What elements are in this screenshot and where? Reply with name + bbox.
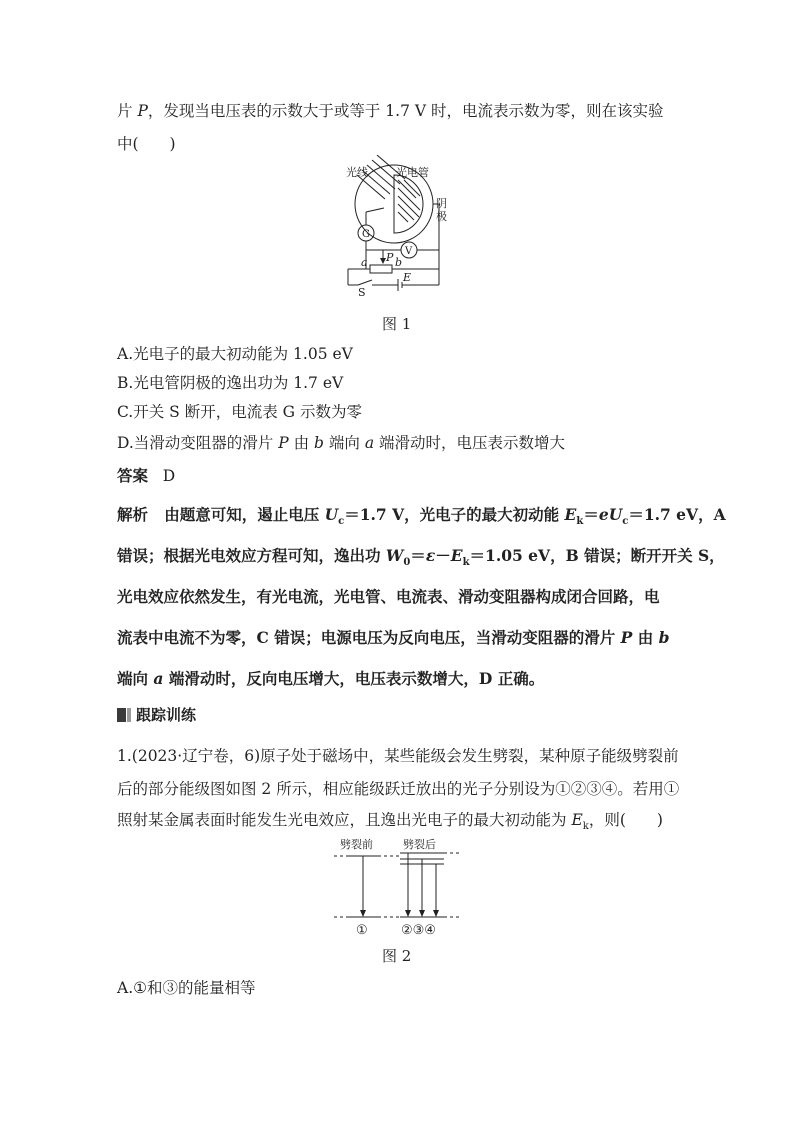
question2-line3: 照射某金属表面时能发生光电效应，且逸出光电子的最大初动能为 $E_k$，则( ) xyxy=(117,811,663,833)
question2-option-a: A.①和③的能量相等 xyxy=(117,979,256,997)
label-before: 劈裂前 xyxy=(340,838,373,851)
option-d: D.当滑动变阻器的滑片 P 由 b 端向 a 端滑动时，电压表示数增大 xyxy=(117,434,566,452)
analysis-line3: 光电效应依然发生，有光电流，光电管、电流表、滑动变阻器构成闭合回路，电 xyxy=(117,587,660,606)
figure2-caption: 图 2 xyxy=(382,947,412,965)
option-c: C.开关 S 断开，电流表 G 示数为零 xyxy=(117,403,362,421)
label-a: a xyxy=(361,256,368,269)
option-b: B.光电管阴极的逸出功为 1.7 eV xyxy=(117,374,344,392)
analysis-line1: 解析 由题意可知，遏止电压 $U_c=1.7$ V，光电子的最大初动能 $E_k=eU_c=1.7$ eV，A xyxy=(117,505,726,528)
question2-line1: 1.(2023·辽宁卷，6)原子处于磁场中，某些能级会发生劈裂，某种原子能级劈裂前 xyxy=(117,747,679,765)
option-a: A.光电子的最大初动能为 1.05 eV xyxy=(117,345,353,363)
label-234: ②③④ xyxy=(401,923,436,938)
label-e: E xyxy=(403,271,412,284)
label-light: 光线 xyxy=(346,166,368,179)
label-1: ① xyxy=(356,923,368,938)
question-stem-line1: 片 P，发现当电压表的示数大于或等于 1.7 V 时，电流表示数为零，则在该实验 xyxy=(117,102,664,120)
label-cathode-1: 阴 xyxy=(436,197,447,210)
label-p: P xyxy=(386,251,394,264)
label-v: V xyxy=(405,246,413,257)
label-cathode-2: 极 xyxy=(436,210,447,223)
label-b: b xyxy=(395,256,403,269)
label-s: S xyxy=(358,286,366,299)
analysis-line2: 错误；根据光电效应方程可知，逸出功 $W_0=\varepsilon-E_k=1.05$ eV，B 错误；断开开关 S， xyxy=(117,546,725,569)
answer-value: D xyxy=(162,467,176,485)
analysis-line4: 流表中电流不为零，C 错误；电源电压为反向电压，当滑动变阻器的滑片 P 由 b xyxy=(117,628,670,647)
question-stem-line2: 中( ) xyxy=(117,135,176,153)
label-after: 劈裂后 xyxy=(403,838,436,851)
label-tube: 光电管 xyxy=(396,166,429,179)
figure1-caption: 图 1 xyxy=(382,315,412,333)
label-g: G xyxy=(362,229,370,240)
section-title: 跟踪训练 xyxy=(136,706,197,724)
answer-label: 答案 xyxy=(117,466,149,485)
question2-line2: 后的部分能级图如图 2 所示，相应能级跃迁放出的光子分别设为①②③④。若用① xyxy=(117,780,680,798)
analysis-line5: 端向 a 端滑动时，反向电压增大，电压表示数增大，D 正确。 xyxy=(117,669,545,688)
